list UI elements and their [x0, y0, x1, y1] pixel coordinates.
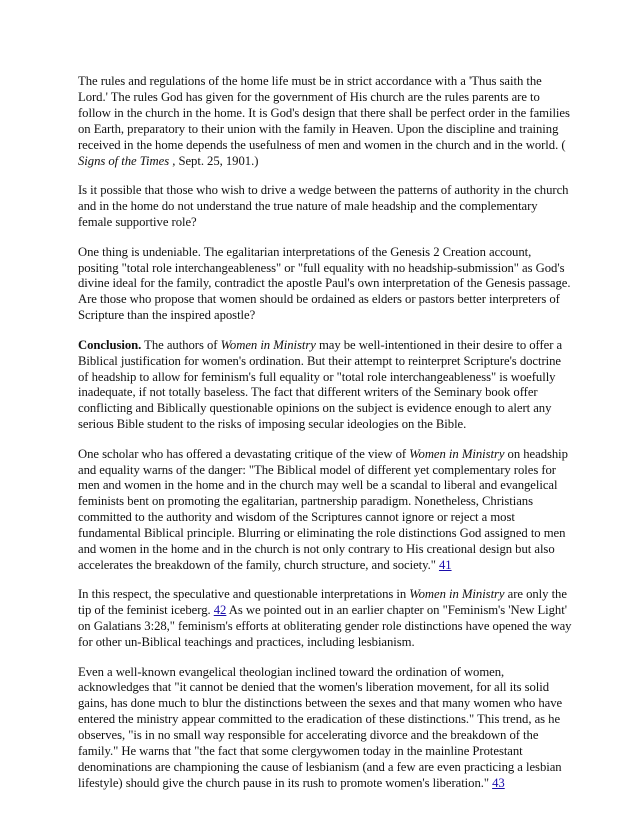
- section-heading-conclusion: Conclusion.: [78, 337, 142, 352]
- footnote-link-41[interactable]: 41: [438, 557, 452, 572]
- paragraph-question-wedge: [78, 183, 574, 231]
- source-title: Signs of the Times: [78, 153, 170, 168]
- footnote-link-43[interactable]: 43: [492, 775, 505, 790]
- paragraph-text: , Sept. 25, 1901.): [169, 153, 259, 168]
- paragraph-text: In this respect, the speculative and questionable interpretations in: [78, 587, 410, 602]
- paragraph-text: The rules and regulations of the home life must be in strict accordance with a 'Thus saith the Lord.' The rules God has given for the government of His church are the rules parents are to follow in the church in the home. It is God's design that there shall be perfect order in the families on Earth, preparatory to their union with the family in Heaven. Upon the discipline and training received in the home depends the usefulness of men and women in the church and in the world. (: [78, 74, 570, 152]
- book-title: Women in Ministry: [409, 446, 505, 461]
- paragraph-text: One scholar who has offered a devastating critique of the view of: [78, 446, 410, 461]
- paragraph-text: The authors of: [141, 337, 221, 352]
- book-title: Women in Ministry: [409, 587, 505, 602]
- paragraph-text: Even a well-known evangelical theologian inclined toward the ordination of women, acknowledges that "it cannot be denied that the women's liberation movement, for all its solid gains, has done much to blur the distinctions between the sexes and that many women who have entered the ministry appear committed to the eradication of these distinctions." This trend, as he observes, "is in no small way responsible for accelerating divorce and the breakdown of the family." He warns that "the fact that some clergywomen today in the mainline Protestant denominations are championing the cause of lesbianism (and a few are even practicing a lesbian lifestyle) should give the church pause in its rush to promote women's liberation.": [78, 664, 563, 790]
- footnote-link-42[interactable]: 42: [213, 603, 227, 618]
- paragraph-conclusion: [78, 338, 574, 433]
- book-title: Women in Ministry: [220, 337, 316, 352]
- paragraph-feminist-iceberg: [78, 587, 574, 651]
- paragraph-undeniable: [78, 245, 574, 325]
- paragraph-text: may be well-intentioned in their desire to offer a Biblical justification for women's ordination. But their attempt to reinterpret Scripture's doctrine of headship to allow for feminism's full equality or "total role interchangeableness" is woefully inadequate, if not totally baseless. The fact that different writers of the Seminary book offer conflicting and Biblically questionable opinions on the subject is evidence enough to alert any serious Bible student to the risks of imposing secular ideologies on the Bible.: [78, 337, 563, 432]
- paragraph-evangelical-theologian: [78, 665, 574, 792]
- paragraph-text: are only the tip of the feminist iceberg.: [78, 587, 567, 618]
- paragraph-scholar-critique: [78, 447, 574, 574]
- paragraph-home-rules: [78, 74, 574, 169]
- paragraph-text: Is it possible that those who wish to drive a wedge between the patterns of authority in the church and in the home do not understand the true nature of male headship and the complementary female supportive role?: [78, 183, 569, 230]
- paragraph-text: As we pointed out in an earlier chapter on "Feminism's 'New Light' on Galatians 3:28," feminism's efforts at obliterating gender role distinctions have opened the way for other un-Biblical teachings and practices, including lesbianism.: [78, 603, 572, 650]
- paragraph-text: One thing is undeniable. The egalitarian interpretations of the Genesis 2 Creation account, positing "total role interchangeableness" or "full equality with no headship-submission" as God's divine ideal for the family, contradict the apostle Paul's own interpretation of the Genesis passage. Are those who propose that women should be ordained as elders or pastors better interpreters of Scripture than the inspired apostle?: [78, 244, 571, 323]
- paragraph-text: on headship and equality warns of the danger: "The Biblical model of different yet complementary roles for men and women in the home and in the church may well be a scandal to liberal and evangelical feminists bent on promoting the egalitarian, partnership paradigm. Nonetheless, Christians committed to the authority and wisdom of the Scriptures cannot ignore or reject a most fundamental Biblical principle. Blurring or eliminating the role distinctions God assigned to men and women in the home and in the church is not only contrary to His creational design but also accelerates the breakdown of the family, church structure, and society.": [78, 446, 568, 572]
